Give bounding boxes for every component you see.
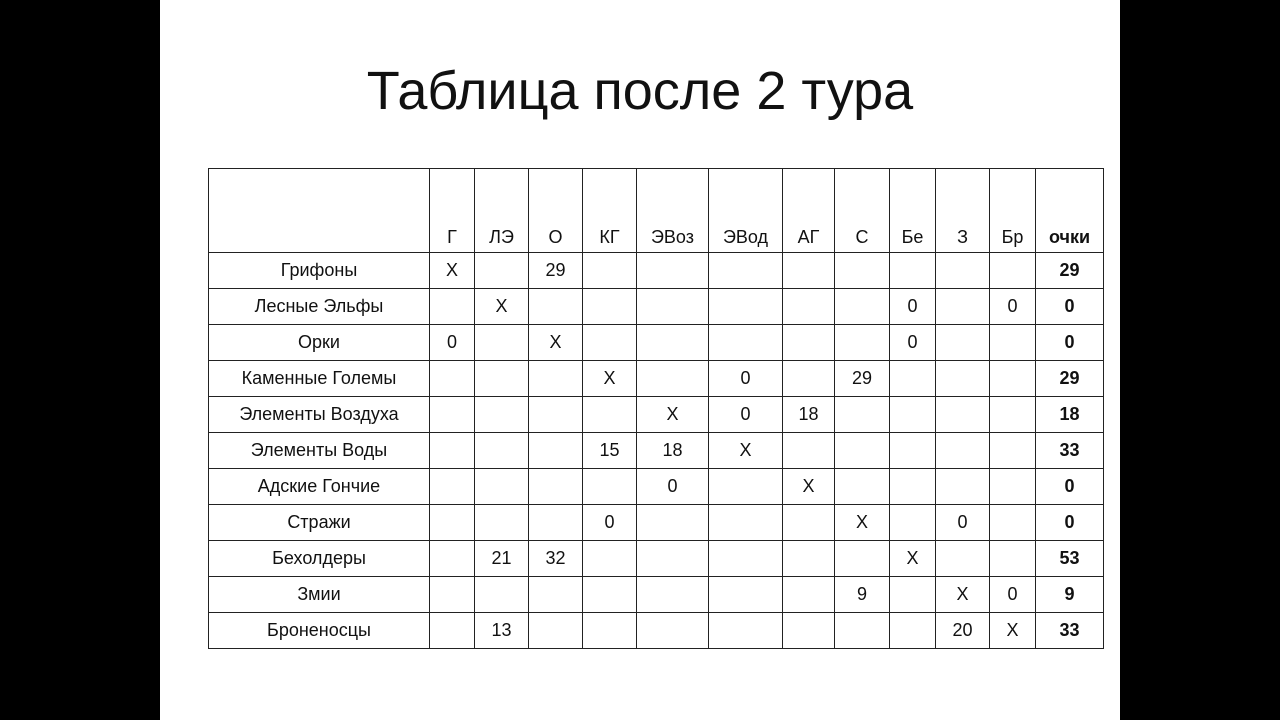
result-cell	[583, 577, 637, 613]
total-points-cell: 0	[1036, 289, 1104, 325]
result-cell	[890, 577, 936, 613]
result-cell	[709, 253, 783, 289]
team-name-cell: Адские Гончие	[209, 469, 430, 505]
result-cell: X	[430, 253, 475, 289]
result-cell	[783, 505, 835, 541]
result-cell: 0	[990, 289, 1036, 325]
team-name-cell: Орки	[209, 325, 430, 361]
result-cell	[583, 325, 637, 361]
team-name-cell: Лесные Эльфы	[209, 289, 430, 325]
result-cell: 32	[529, 541, 583, 577]
result-cell	[430, 289, 475, 325]
result-cell	[890, 613, 936, 649]
column-header-total: очки	[1036, 169, 1104, 253]
result-cell	[990, 325, 1036, 361]
total-points-cell: 0	[1036, 325, 1104, 361]
result-cell	[430, 433, 475, 469]
column-header: КГ	[583, 169, 637, 253]
result-cell	[890, 397, 936, 433]
column-header: ЭВоз	[637, 169, 709, 253]
result-cell	[637, 505, 709, 541]
result-cell: 0	[709, 397, 783, 433]
result-cell	[835, 433, 890, 469]
result-cell: X	[709, 433, 783, 469]
total-points-cell: 29	[1036, 253, 1104, 289]
result-cell	[475, 577, 529, 613]
table-row	[209, 397, 1104, 433]
result-cell	[430, 577, 475, 613]
result-cell	[709, 289, 783, 325]
table-row	[209, 253, 1104, 289]
total-points-cell: 33	[1036, 613, 1104, 649]
result-cell: 0	[890, 289, 936, 325]
result-cell	[709, 469, 783, 505]
result-cell	[783, 433, 835, 469]
result-cell	[990, 469, 1036, 505]
result-cell: 9	[835, 577, 890, 613]
column-header: Бр	[990, 169, 1036, 253]
total-points-cell: 9	[1036, 577, 1104, 613]
result-cell	[783, 325, 835, 361]
result-cell: X	[583, 361, 637, 397]
result-cell	[936, 397, 990, 433]
table-row	[209, 289, 1104, 325]
result-cell: X	[529, 325, 583, 361]
result-cell	[637, 577, 709, 613]
table-row	[209, 325, 1104, 361]
result-cell: X	[990, 613, 1036, 649]
result-cell	[835, 325, 890, 361]
team-name-cell: Змии	[209, 577, 430, 613]
result-cell	[637, 253, 709, 289]
result-cell	[637, 289, 709, 325]
result-cell: 0	[890, 325, 936, 361]
result-cell: 0	[709, 361, 783, 397]
table-row	[209, 577, 1104, 613]
column-header: З	[936, 169, 990, 253]
result-cell	[583, 289, 637, 325]
result-cell	[475, 253, 529, 289]
table-row	[209, 469, 1104, 505]
result-cell	[430, 469, 475, 505]
result-cell	[475, 469, 529, 505]
team-name-cell: Каменные Големы	[209, 361, 430, 397]
result-cell	[529, 433, 583, 469]
result-cell	[890, 253, 936, 289]
result-cell	[990, 361, 1036, 397]
result-cell	[835, 253, 890, 289]
total-points-cell: 0	[1036, 505, 1104, 541]
result-cell	[936, 469, 990, 505]
result-cell	[637, 541, 709, 577]
result-cell	[835, 469, 890, 505]
column-header: С	[835, 169, 890, 253]
total-points-cell: 0	[1036, 469, 1104, 505]
result-cell	[709, 541, 783, 577]
result-cell	[783, 253, 835, 289]
result-cell: 13	[475, 613, 529, 649]
result-cell	[936, 361, 990, 397]
result-cell	[475, 361, 529, 397]
result-cell	[637, 613, 709, 649]
result-cell: 15	[583, 433, 637, 469]
result-cell	[475, 397, 529, 433]
result-cell	[430, 397, 475, 433]
result-cell: 18	[637, 433, 709, 469]
team-name-cell: Элементы Воды	[209, 433, 430, 469]
result-cell	[583, 469, 637, 505]
result-cell	[637, 361, 709, 397]
result-cell	[990, 397, 1036, 433]
result-cell	[936, 541, 990, 577]
result-cell	[475, 505, 529, 541]
result-cell	[936, 253, 990, 289]
result-cell: 0	[430, 325, 475, 361]
result-cell	[430, 613, 475, 649]
result-cell	[783, 577, 835, 613]
result-cell	[890, 433, 936, 469]
result-cell	[709, 325, 783, 361]
table-row	[209, 433, 1104, 469]
result-cell	[529, 577, 583, 613]
total-points-cell: 33	[1036, 433, 1104, 469]
team-name-cell: Стражи	[209, 505, 430, 541]
team-name-cell: Элементы Воздуха	[209, 397, 430, 433]
result-cell: 0	[583, 505, 637, 541]
result-cell	[890, 505, 936, 541]
result-cell	[709, 505, 783, 541]
result-cell	[783, 613, 835, 649]
result-cell	[990, 505, 1036, 541]
column-header: Бе	[890, 169, 936, 253]
result-cell: 21	[475, 541, 529, 577]
table-row	[209, 361, 1104, 397]
result-cell: X	[936, 577, 990, 613]
table-row	[209, 505, 1104, 541]
result-cell	[583, 397, 637, 433]
result-cell: 18	[783, 397, 835, 433]
result-cell	[529, 613, 583, 649]
table-row	[209, 541, 1104, 577]
column-header: ЛЭ	[475, 169, 529, 253]
result-cell	[430, 361, 475, 397]
result-cell: X	[890, 541, 936, 577]
result-cell	[936, 433, 990, 469]
result-cell: 0	[990, 577, 1036, 613]
column-header: АГ	[783, 169, 835, 253]
result-cell: X	[475, 289, 529, 325]
result-cell	[430, 505, 475, 541]
result-cell	[835, 397, 890, 433]
result-cell	[430, 541, 475, 577]
team-name-cell: Грифоны	[209, 253, 430, 289]
result-cell: 29	[835, 361, 890, 397]
total-points-cell: 29	[1036, 361, 1104, 397]
result-cell	[990, 433, 1036, 469]
column-header: О	[529, 169, 583, 253]
result-cell: 20	[936, 613, 990, 649]
result-cell	[583, 253, 637, 289]
result-cell	[783, 541, 835, 577]
result-cell	[990, 253, 1036, 289]
result-cell	[709, 577, 783, 613]
column-header: Г	[430, 169, 475, 253]
table-header-row	[209, 169, 1104, 253]
result-cell	[583, 541, 637, 577]
total-points-cell: 18	[1036, 397, 1104, 433]
total-points-cell: 53	[1036, 541, 1104, 577]
result-cell	[890, 361, 936, 397]
result-cell: 0	[936, 505, 990, 541]
standings-table	[208, 168, 1104, 649]
result-cell: 29	[529, 253, 583, 289]
result-cell: X	[835, 505, 890, 541]
result-cell	[835, 613, 890, 649]
result-cell	[783, 361, 835, 397]
result-cell	[709, 613, 783, 649]
result-cell	[475, 433, 529, 469]
result-cell: 0	[637, 469, 709, 505]
result-cell	[529, 505, 583, 541]
result-cell	[583, 613, 637, 649]
result-cell	[475, 325, 529, 361]
table-row	[209, 613, 1104, 649]
result-cell	[529, 289, 583, 325]
header-corner-cell	[209, 169, 430, 253]
result-cell: X	[637, 397, 709, 433]
result-cell	[637, 325, 709, 361]
result-cell	[890, 469, 936, 505]
result-cell	[835, 541, 890, 577]
column-header: ЭВод	[709, 169, 783, 253]
result-cell	[529, 397, 583, 433]
result-cell	[990, 541, 1036, 577]
result-cell	[936, 289, 990, 325]
result-cell	[529, 469, 583, 505]
result-cell	[529, 361, 583, 397]
page-title: Таблица после 2 тура	[366, 61, 914, 121]
result-cell	[783, 289, 835, 325]
team-name-cell: Броненосцы	[209, 613, 430, 649]
result-cell	[936, 325, 990, 361]
slide	[160, 0, 1120, 720]
team-name-cell: Бехолдеры	[209, 541, 430, 577]
result-cell: X	[783, 469, 835, 505]
result-cell	[835, 289, 890, 325]
